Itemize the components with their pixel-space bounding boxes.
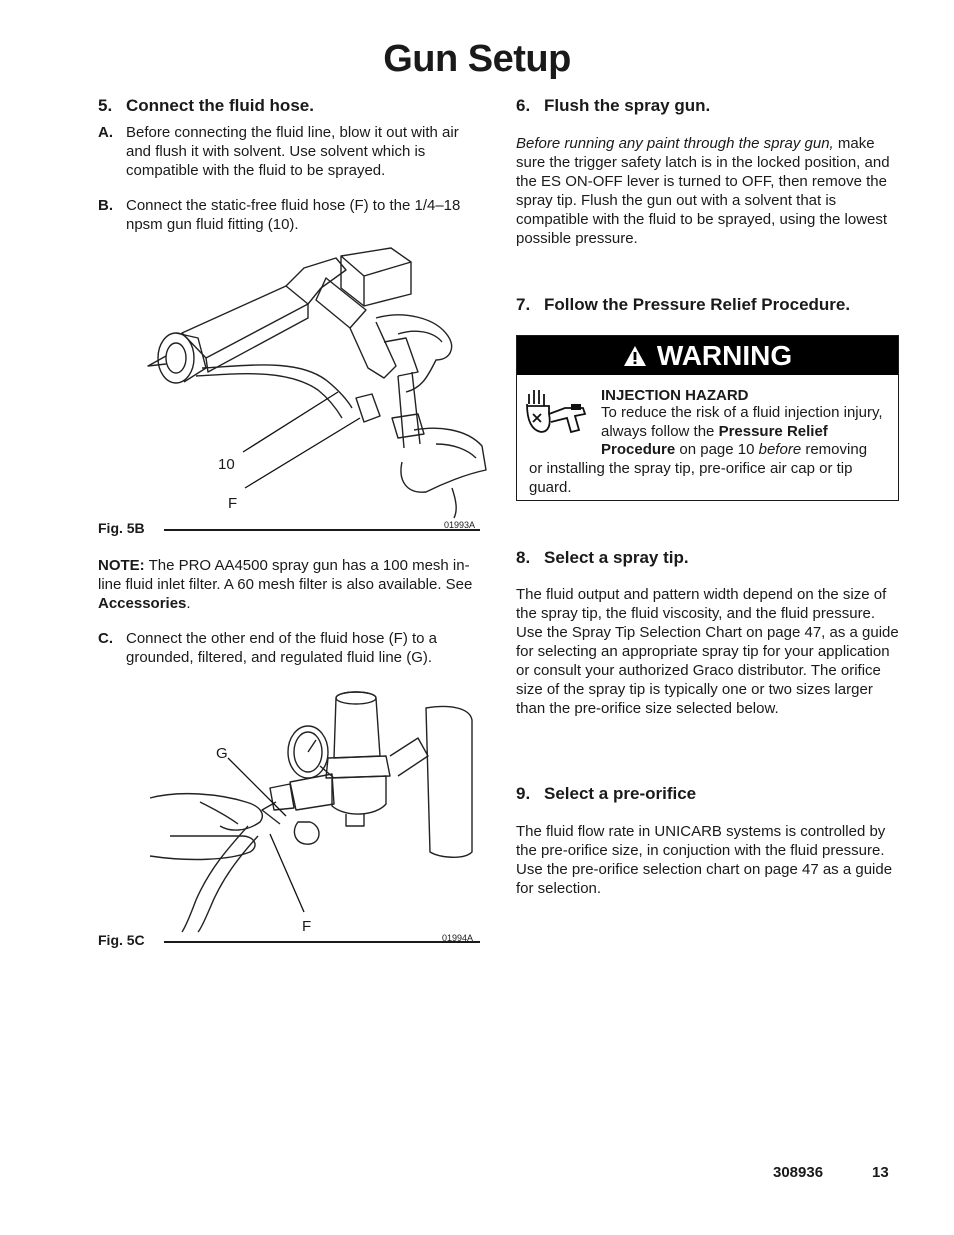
section-9-text: The fluid flow rate in UNICARB systems is controlled by the pre-orifice size, in conjuction with the fluid pressure. Use the pre-orifice selection chart on page 47 as a guide for selection. — [516, 823, 893, 897]
section-number: 5. — [98, 96, 113, 115]
body-text: make sure the trigger safety latch is in the locked position, and the ES ON-OFF lever is turned to OFF, then remove the spray tip. Flush the gun out with a solvent that is compatible with the fluid to be sprayed, using the lowest possible pressure. — [516, 135, 890, 247]
step-text: Connect the other end of the fluid hose (F) to a grounded, filtered, and regulated fluid line (G). — [126, 630, 438, 666]
warning-italic: before — [758, 441, 802, 458]
section-8-text: The fluid output and pattern width depend on the size of the spray tip, the fluid viscosity, and the fluid pressure. Use the Spray Tip Selection Chart on page 47, as a guide for selecting an appropriate spray tip for your application or consult your authorized Graco distributor. The orifice size of the spray tip is typically one or two sizes larger than the pre-orifice size selected below. — [516, 586, 899, 717]
section-number: 7. — [516, 295, 531, 314]
page-number: 13 — [872, 1164, 889, 1181]
right-column-lower — [516, 0, 900, 1235]
left-column — [98, 0, 480, 1235]
figure-code: 01994A — [442, 933, 474, 943]
figure-code: 01993A — [444, 520, 476, 530]
section-number: 9. — [516, 784, 531, 803]
section-title: Connect the fluid hose. — [126, 96, 314, 115]
callout-g: G — [216, 745, 228, 762]
warning-title: WARNING — [656, 339, 793, 371]
warning-text: removing — [801, 441, 868, 458]
section-9-heading — [516, 784, 696, 804]
step-letter: A. — [98, 124, 113, 141]
hazard-title: INJECTION HAZARD — [601, 387, 749, 404]
callout-10: 10 — [218, 456, 235, 473]
note-end: . — [186, 595, 191, 612]
page-title: Gun Setup — [383, 38, 571, 80]
warning-text: To reduce the risk of a fluid injection injury, always follow the — [601, 404, 883, 440]
doc-number: 308936 — [773, 1164, 824, 1181]
section-number: 6. — [516, 96, 531, 115]
note-link: Accessories — [98, 595, 187, 612]
note-label: NOTE: — [98, 557, 145, 574]
warning-text: on page 10 — [675, 441, 759, 458]
hazard-text-continued: or installing the spray tip, pre-orifice air cap or tip guard. — [529, 460, 853, 496]
step-letter: B. — [98, 197, 113, 214]
section-title: Select a spray tip. — [544, 548, 689, 567]
figure-label: Fig. 5C — [98, 932, 145, 948]
figure-label: Fig. 5B — [98, 520, 145, 536]
section-title: Follow the Pressure Relief Procedure. — [544, 295, 851, 314]
step-text: Before connecting the fluid line, blow it out with air and flush it with solvent. Use solvent which is compatible with the fluid to be sprayed. — [126, 124, 459, 179]
leader-lines-5c — [98, 0, 480, 1235]
section-title: Flush the spray gun. — [544, 96, 711, 115]
note-text: The PRO AA4500 spray gun has a 100 mesh in-line fluid inlet filter. A 60 mesh filter is also available. See — [98, 557, 473, 593]
step-letter: C. — [98, 630, 113, 647]
callout-f: F — [302, 918, 312, 935]
figure-rule — [164, 941, 480, 943]
warning-bold: Pressure Relief Procedure — [601, 422, 828, 458]
section-title: Select a pre-orifice — [544, 784, 697, 803]
callout-f: F — [228, 495, 238, 512]
italic-text: Before running any paint through the spray gun, — [516, 135, 834, 152]
step-text: Connect the static-free fluid hose (F) to the 1/4–18 npsm gun fluid fitting (10). — [126, 197, 461, 233]
section-number: 8. — [516, 548, 531, 567]
section-8-heading — [516, 548, 689, 568]
